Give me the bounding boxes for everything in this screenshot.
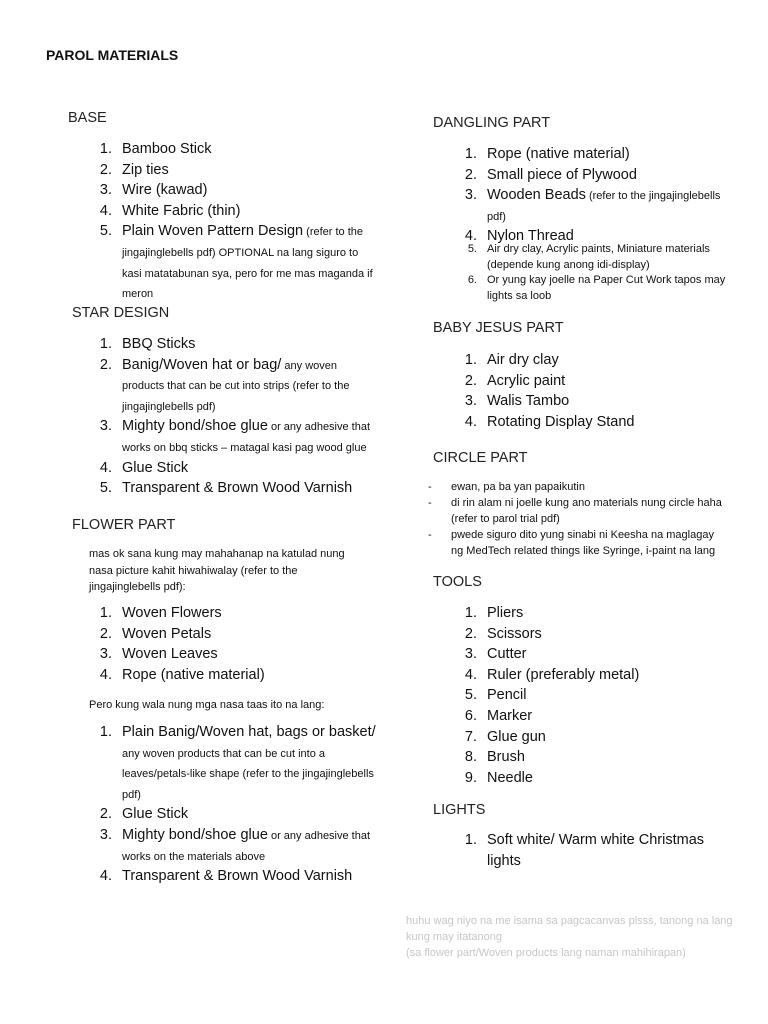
list-item: [86, 644, 376, 665]
list-item: [86, 458, 376, 479]
list-number: 4.: [99, 202, 112, 219]
list-number: 8.: [464, 749, 477, 766]
dash-bullet: -: [428, 497, 432, 509]
comment-note: [406, 913, 736, 961]
flower-part-heading: FLOWER PART: [72, 517, 176, 533]
list-item: [86, 825, 376, 866]
list-number: 4.: [464, 413, 477, 430]
list-item-text: Glue Stick: [122, 459, 189, 476]
list-item-text: Plain Woven Pattern Design: [122, 223, 304, 240]
circle-part-heading: CIRCLE PART: [433, 450, 528, 466]
list-item-text: Glue gun: [487, 728, 546, 745]
list-item-text: Woven Leaves: [122, 646, 218, 663]
list-item-note: or any adhesive that works on bbq sticks – matagal kasi pag wood glue: [122, 421, 371, 454]
dash-bullet: -: [428, 481, 432, 493]
list-item-text: Mighty bond/shoe glue: [122, 418, 268, 435]
list-item-text: pwede siguro dito yung sinabi ni Keesha na maglagay ng MedTech related things like Syringe, i-paint na lang: [451, 529, 716, 557]
list-item: [86, 355, 376, 417]
tools-heading: TOOLS: [433, 574, 482, 590]
list-number: 3.: [99, 826, 112, 843]
list-item: [451, 144, 741, 165]
list-item-note: any woven products that can be cut into a leaves/petals-like shape (refer to the jingajinglebells pdf): [122, 747, 374, 801]
list-item: [451, 830, 726, 871]
list-item: [86, 180, 376, 201]
list-item-text: Acrylic paint: [487, 372, 566, 389]
list-item: [86, 221, 376, 303]
list-number: 3.: [464, 646, 477, 663]
note-line-2: (sa flower part/Woven products lang naman mahihirapan): [406, 947, 686, 959]
list-item: [451, 165, 741, 186]
star-design-list: [86, 334, 376, 499]
list-number: 3.: [464, 393, 477, 410]
list-item-text: Zip ties: [122, 161, 169, 178]
list-item: [86, 416, 376, 457]
dangling-list: [451, 144, 741, 247]
list-item: [451, 644, 741, 665]
list-number: 5.: [464, 687, 477, 704]
list-number: 3.: [99, 182, 112, 199]
list-item-text: Glue Stick: [122, 806, 189, 823]
list-item-text: Air dry clay, Acrylic paints, Miniature materials (depende kung anong idi-display): [487, 243, 710, 271]
list-item: [451, 706, 741, 727]
list-item: [451, 273, 741, 304]
list-number: 1.: [99, 724, 112, 740]
dash-bullet: -: [428, 529, 432, 541]
list-item: [86, 160, 376, 181]
list-item: [451, 350, 741, 371]
list-item-text: Pencil: [487, 687, 527, 704]
list-item-text: BBQ Sticks: [122, 336, 196, 352]
list-item-text: Air dry clay: [487, 352, 559, 368]
list-number: 2.: [99, 625, 112, 642]
list-number: 3.: [99, 418, 112, 435]
list-number: 2.: [464, 166, 477, 183]
list-item: [451, 371, 741, 392]
list-number: 9.: [464, 769, 477, 786]
list-number: 5.: [467, 243, 477, 255]
baby-jesus-list: [451, 350, 741, 432]
list-item: [451, 412, 741, 433]
star-design-heading: STAR DESIGN: [72, 305, 170, 321]
list-item-text: Small piece of Plywood: [487, 166, 637, 183]
list-number: 2.: [99, 806, 112, 823]
list-item-text: Bamboo Stick: [122, 141, 212, 157]
list-number: 4.: [464, 666, 477, 683]
list-item-text: Or yung kay joelle na Paper Cut Work tapos may lights sa loob: [487, 274, 726, 302]
list-item-text: Walis Tambo: [487, 393, 570, 410]
flower-intro: mas ok sana kung may mahahanap na katulad nung nasa picture kahit hiwahiwalay (refer to the jingajinglebells pdf):: [89, 548, 345, 593]
list-item: [451, 391, 741, 412]
list-item: [86, 722, 376, 804]
list-item: [451, 747, 741, 768]
list-number: 1.: [464, 146, 477, 162]
base-heading: BASE: [68, 110, 107, 126]
list-number: 2.: [99, 161, 112, 178]
list-item: [86, 866, 376, 887]
list-item: [86, 334, 376, 355]
base-list: [86, 139, 376, 304]
list-item-text: Rotating Display Stand: [487, 413, 635, 430]
list-item: [86, 665, 376, 686]
tools-list: [451, 603, 741, 788]
list-item-text: Transparent & Brown Wood Varnish: [122, 480, 353, 497]
list-number: 6.: [464, 707, 477, 724]
list-number: 4.: [99, 868, 112, 885]
list-item-text: Woven Petals: [122, 625, 212, 642]
list-number: 6.: [467, 274, 477, 286]
list-item-note: (refer to the jingajinglebells pdf) OPTIONAL na lang siguro to kasi matatabunan sya, pero for me mas maganda if meron: [122, 226, 373, 301]
list-item-text: Nylon Thread: [487, 228, 574, 245]
list-item-text: ewan, pa ba yan papaikutin: [451, 481, 585, 493]
list-number: 1.: [464, 352, 477, 368]
list-number: 1.: [99, 336, 112, 352]
list-item: [428, 527, 728, 559]
list-number: 1.: [99, 605, 112, 621]
flower-list: [86, 603, 376, 685]
list-number: 4.: [99, 666, 112, 683]
list-number: 1.: [464, 832, 477, 848]
list-item: [451, 727, 741, 748]
list-item-text: Brush: [487, 749, 525, 766]
list-item-text: Transparent & Brown Wood Varnish: [122, 868, 353, 885]
list-item-text: Plain Banig/Woven hat, bags or basket/: [122, 724, 376, 740]
list-item: [86, 139, 376, 160]
list-item-note: or any adhesive that works on the materials above: [122, 829, 371, 863]
list-number: 1.: [464, 605, 477, 621]
dangling-part-heading: DANGLING PART: [433, 115, 551, 131]
list-number: 2.: [464, 372, 477, 389]
list-number: 7.: [464, 728, 477, 745]
list-item-note: any woven products that can be cut into strips (refer to the jingajinglebells pdf): [122, 359, 350, 413]
list-item-text: Pliers: [487, 605, 524, 621]
list-item-text: Banig/Woven hat or bag/: [122, 356, 282, 373]
list-item: [451, 685, 741, 706]
list-number: 5.: [99, 223, 112, 240]
note-line-1: huhu wag niyo na me isama sa pagcacanvas plsss, tanong na lang kung may itatanong: [406, 915, 733, 943]
list-item-text: Wooden Beads: [487, 187, 586, 204]
list-item-text: White Fabric (thin): [122, 202, 241, 219]
list-item: [86, 478, 376, 499]
list-item: [86, 624, 376, 645]
list-item: [428, 495, 728, 527]
list-item: [451, 624, 741, 645]
list-item: [451, 603, 741, 624]
list-item: [86, 804, 376, 825]
list-number: 1.: [99, 141, 112, 157]
list-item-text: Wire (kawad): [122, 182, 208, 199]
list-item-text: Scissors: [487, 625, 542, 642]
list-item: [451, 242, 741, 273]
list-item: [86, 603, 376, 624]
list-number: 4.: [464, 228, 477, 245]
dangling-small-list: [451, 242, 741, 304]
list-item-text: Ruler (preferably metal): [487, 666, 640, 683]
list-number: 3.: [99, 646, 112, 663]
baby-jesus-heading: BABY JESUS PART: [433, 320, 564, 336]
list-item-text: Soft white/ Warm white Christmas lights: [487, 832, 705, 869]
list-item-text: Mighty bond/shoe glue: [122, 826, 268, 843]
flower-alt-intro: Pero kung wala nung mga nasa taas ito na lang:: [89, 699, 325, 711]
circle-list: [428, 479, 728, 559]
list-item-text: Cutter: [487, 646, 527, 663]
list-number: 3.: [464, 187, 477, 204]
list-item: [451, 185, 741, 226]
list-item-text: Rope (native material): [122, 666, 265, 683]
list-item-text: Woven Flowers: [122, 605, 222, 621]
list-number: 5.: [99, 480, 112, 497]
list-item-text: Marker: [487, 707, 533, 724]
page-title: PAROL MATERIALS: [46, 47, 179, 63]
list-item-text: Rope (native material): [487, 146, 630, 162]
lights-list: [451, 830, 726, 871]
lights-heading: LIGHTS: [433, 802, 486, 818]
list-number: 2.: [99, 356, 112, 373]
list-item-note: (refer to the jingajinglebells pdf): [487, 190, 721, 223]
flower-alt-list: [86, 722, 376, 887]
list-number: 4.: [99, 459, 112, 476]
list-item: [451, 665, 741, 686]
list-item: [86, 201, 376, 222]
list-item-text: Needle: [487, 769, 533, 786]
list-item: [451, 768, 741, 789]
list-number: 2.: [464, 625, 477, 642]
list-item-text: di rin alam ni joelle kung ano materials nung circle haha (refer to parol trial pdf): [451, 497, 722, 525]
list-item: [428, 479, 728, 495]
